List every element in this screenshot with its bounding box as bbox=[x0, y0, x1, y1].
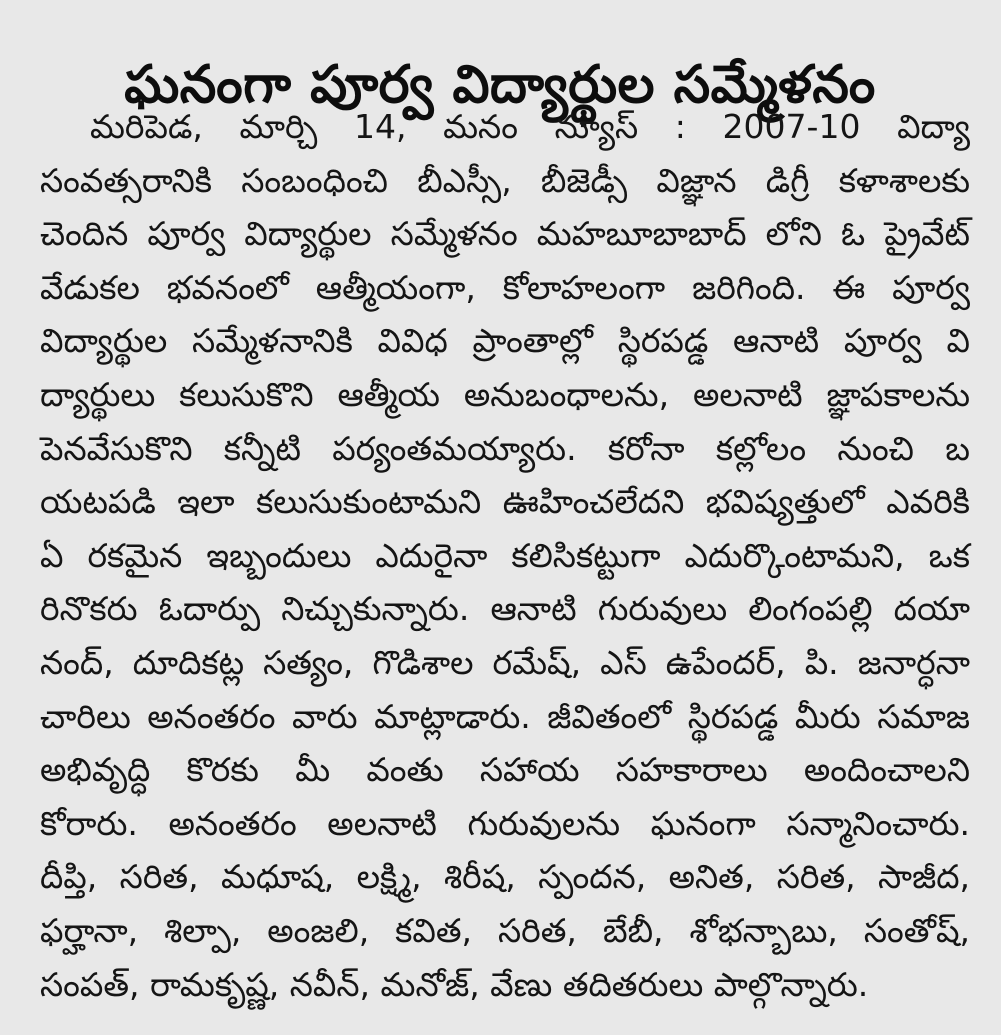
article-line-16: ఫర్హానా, శిల్పా, అంజలి, కవిత, సరిత, బేబీ, శోభన్బాబు, సంతోష్, bbox=[40, 910, 970, 950]
article-line-17: సంపత్, రామకృష్ణ, నవీన్, మనోజ్, వేణు తదితరులు పాల్గొన్నారు. bbox=[40, 964, 869, 1004]
headline: ఘనంగా పూర్వ విద్యార్థుల సమ్మేళనం bbox=[124, 54, 876, 115]
article-line-7: పెనవేసుకొని కన్నీటి పర్యంతమయ్యారు. కరోనా కల్లోలం నుంచి బ bbox=[40, 428, 970, 468]
article-line-10: రినొకరు ఓదార్పు నిచ్చుకున్నారు. ఆనాటి గురువులు లింగంపల్లి దయా bbox=[40, 589, 970, 629]
article-line-1-dateline: మరిపెడ, మార్చి 14, మనం న్యూస్ : 2007-10 విద్యా bbox=[90, 107, 970, 146]
article-line-11: నంద్, దూదికట్ల సత్యం, గొడిశాల రమేష్, ఎస్ ఉపేందర్, పి. జనార్ధనా bbox=[40, 642, 970, 682]
article-body bbox=[40, 100, 970, 1011]
article-line-13: అభివృద్ధి కొరకు మీ వంతు సహాయ సహకారాలు అందించాలని bbox=[40, 750, 970, 790]
article-line-12: చారిలు అనంతరం వారు మాట్లాడారు. జీవితంలో స్థిరపడ్డ మీరు సమాజ bbox=[40, 696, 970, 736]
article-line-5: విద్యార్థుల సమ్మేళనానికి వివిధ ప్రాంతాల్లో స్థిరపడ్డ ఆనాటి పూర్వ వి bbox=[40, 321, 970, 361]
article-line-15: దీప్తి, సరిత, మధూష, లక్ష్మి, శిరీష, స్పందన, అనిత, సరిత, సాజీద, bbox=[40, 857, 970, 897]
article-line-3: చెందిన పూర్వ విద్యార్థుల సమ్మేళనం మహబూబాబాద్ లోని ఓ ప్రైవేట్ bbox=[40, 214, 970, 254]
article-line-2: సంవత్సరానికి సంబంధించి బీఎస్సీ, బీజెడ్సీ విజ్ఞాన డిగ్రీ కళాశాలకు bbox=[40, 160, 970, 200]
article-line-14: కోరారు. అనంతరం అలనాటి గురువులను ఘనంగా సన్మానించారు. bbox=[40, 803, 970, 843]
article-line-9: ఏ రకమైన ఇబ్బందులు ఎదురైనా కలిసికట్టుగా ఎదుర్కొంటామని, ఒక bbox=[40, 535, 970, 575]
article-line-8: యటపడి ఇలా కలుసుకుంటామని ఊహించలేదని భవిష్యత్తులో ఎవరికి bbox=[40, 482, 970, 522]
article-line-6: ద్యార్థులు కలుసుకొని ఆత్మీయ అనుబంధాలను, అలనాటి జ్ఞాపకాలను bbox=[40, 374, 970, 414]
article-line-4: వేడుకల భవనంలో ఆత్మీయంగా, కోలాహలంగా జరిగింది. ఈ పూర్వ bbox=[40, 267, 970, 307]
